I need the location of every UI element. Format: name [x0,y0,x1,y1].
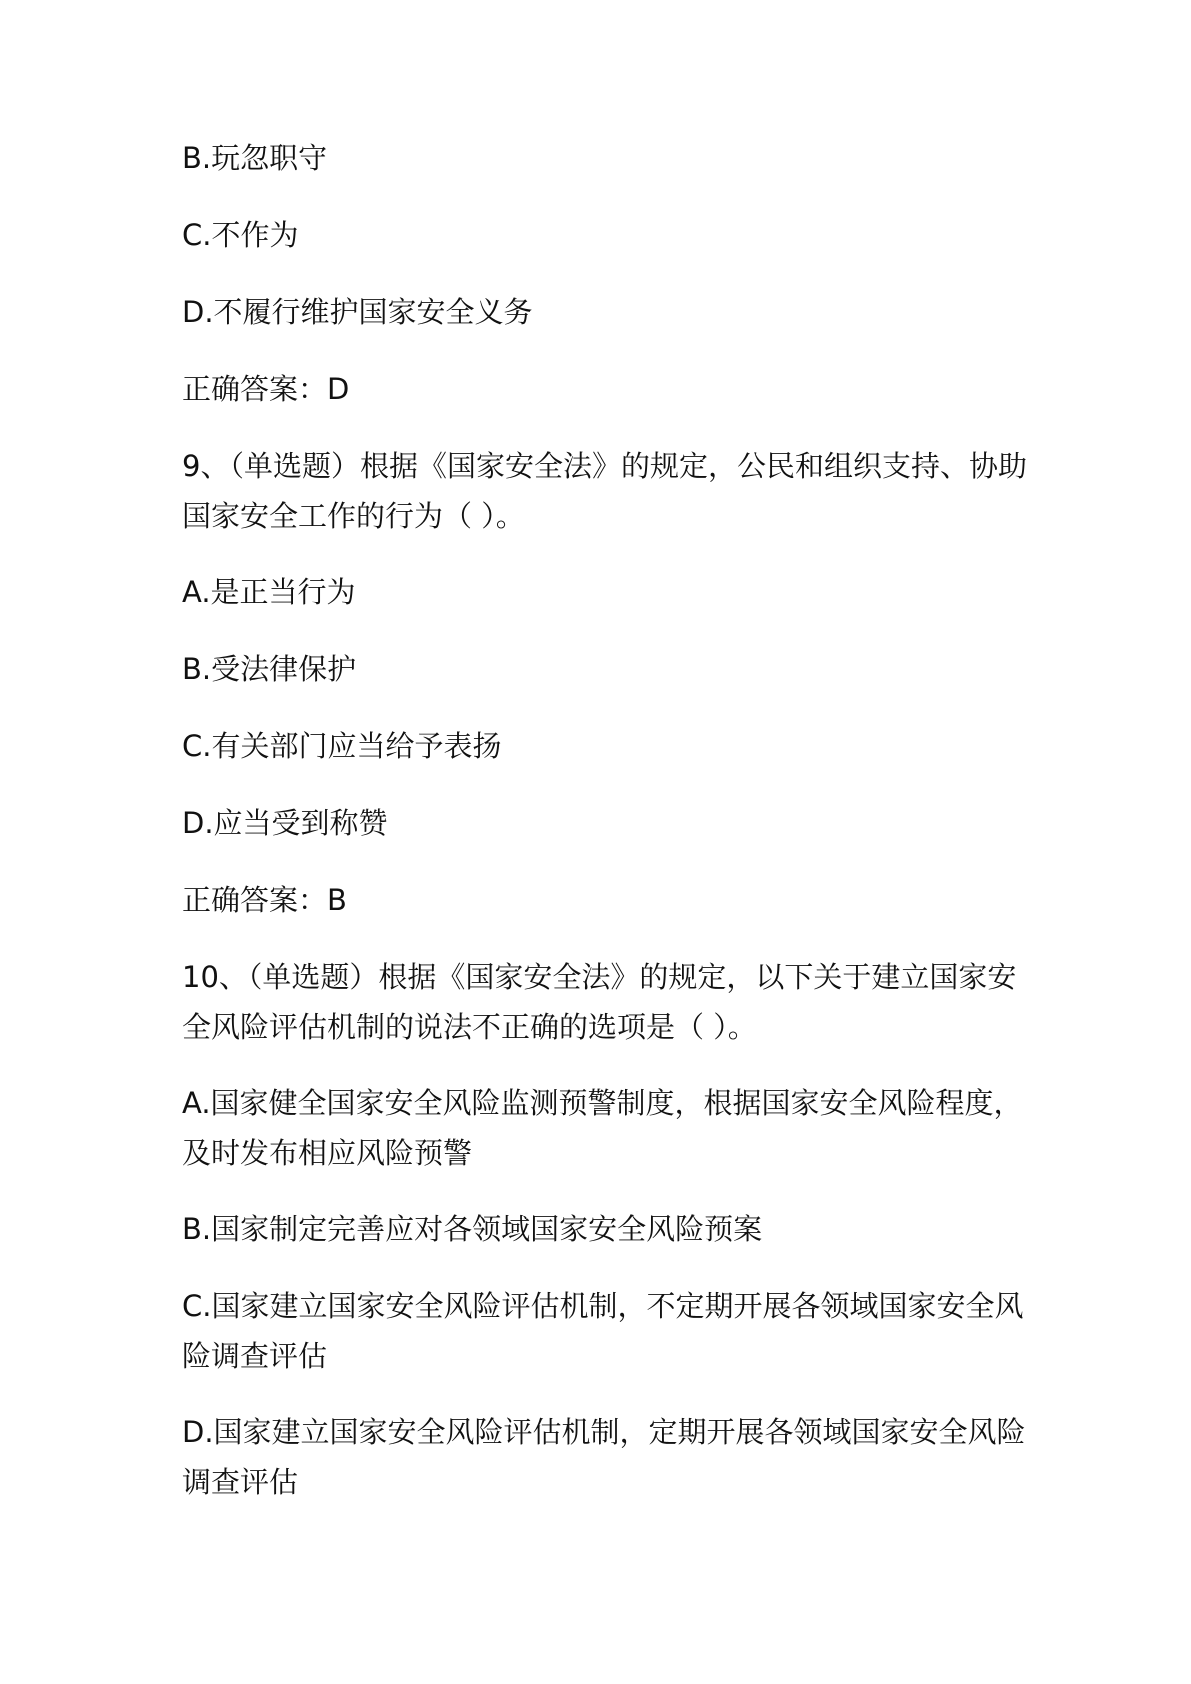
q9-stem-line1: 9、（单选题）根据《国家安全法》的规定，公民和组织支持、协助 [182,449,1027,483]
q10-option-c-line2: 险调查评估 [182,1339,328,1373]
q10-stem-line2: 全风险评估机制的说法不正确的选项是（ ）。 [182,1010,757,1044]
q10-stem-line1: 10、（单选题）根据《国家安全法》的规定，以下关于建立国家安 [182,960,1017,994]
q9-option-d: D.应当受到称赞 [182,806,388,840]
q10-stem [182,952,1042,1052]
q10-option-a-line1: A.国家健全国家安全风险监测预警制度，根据国家安全风险程度， [182,1086,1023,1120]
q9-option-b: B.受法律保护 [182,652,357,686]
prev-option-c: C.不作为 [182,218,299,252]
q10-option-b: B.国家制定完善应对各领域国家安全风险预案 [182,1212,763,1246]
q9-option-a: A.是正当行为 [182,575,356,609]
q9-answer: 正确答案：B [182,883,347,917]
q10-option-d [182,1407,1042,1507]
q9-stem-line2: 国家安全工作的行为（ ）。 [182,499,525,533]
q10-option-d-line2: 调查评估 [182,1465,299,1499]
prev-option-b: B.玩忽职守 [182,141,328,175]
q9-option-c: C.有关部门应当给予表扬 [182,729,502,763]
prev-option-d: D.不履行维护国家安全义务 [182,295,533,329]
prev-answer: 正确答案：D [182,372,350,406]
q10-option-a-line2: 及时发布相应风险预警 [182,1136,473,1170]
q10-option-c [182,1281,1042,1381]
q10-option-a [182,1078,1042,1178]
q10-option-c-line1: C.国家建立国家安全风险评估机制，不定期开展各领域国家安全风 [182,1289,1024,1323]
q10-option-d-line1: D.国家建立国家安全风险评估机制，定期开展各领域国家安全风险 [182,1415,1026,1449]
q9-stem [182,441,1042,541]
